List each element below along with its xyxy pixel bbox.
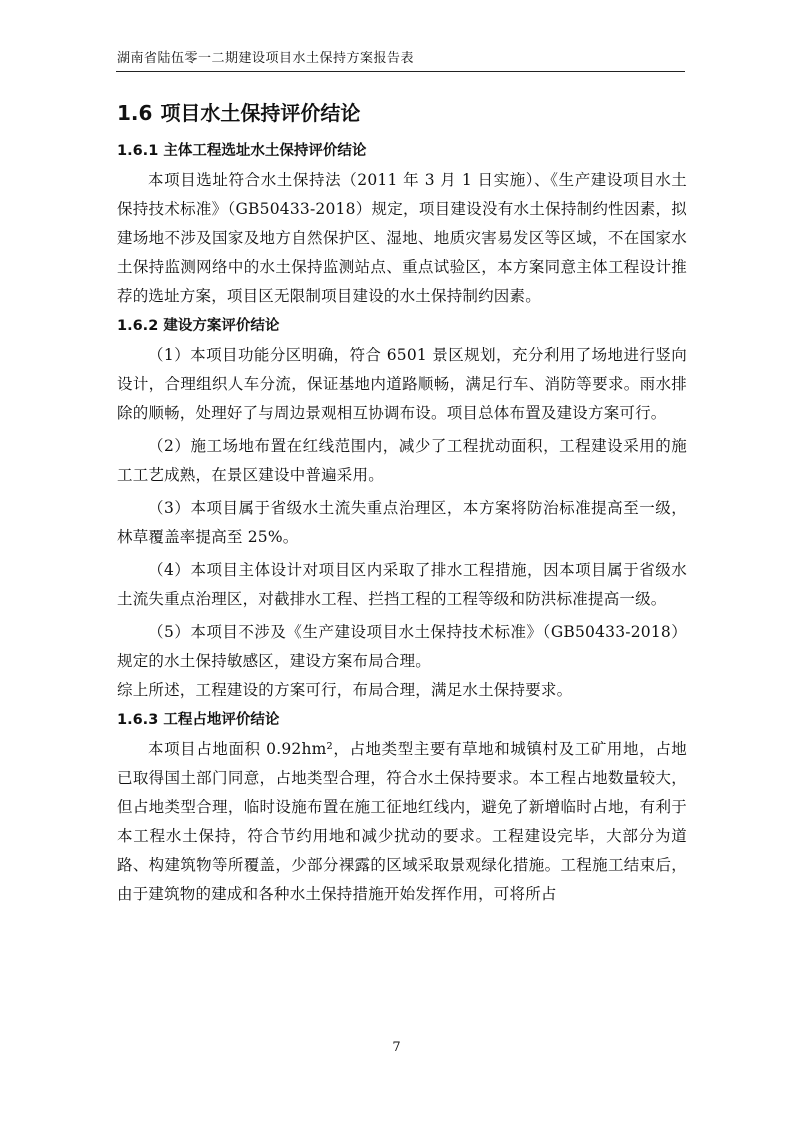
section-title-text: 项目水土保持评价结论: [160, 101, 361, 125]
subsection-title-1-6-2: 1.6.2 建设方案评价结论: [117, 318, 280, 334]
running-header: 湖南省陆伍零一二期建设项目水土保持方案报告表: [117, 51, 415, 66]
list-item: （5）本项目不涉及《生产建设项目水土保持技术标准》（GB50433-2018）规定的水土保持敏感区，建设方案布局合理。: [117, 623, 687, 670]
subsection-title-1-6-1: 1.6.1 主体工程选址水土保持评价结论: [117, 143, 367, 159]
page-number: 7: [392, 1040, 401, 1055]
summary-paragraph: 综上所述，工程建设的方案可行，布局合理，满足水土保持要求。: [117, 681, 573, 699]
list-item: （3）本项目属于省级水土流失重点治理区，本方案将防治标准提高至一级，林草覆盖率提高至 25%。: [117, 499, 687, 546]
section-number: 1.6: [117, 101, 153, 125]
header-rule: [116, 71, 685, 72]
list-item: （4）本项目主体设计对项目区内采取了排水工程措施，因本项目属于省级水土流失重点治理区，对截排水工程、拦挡工程的工程等级和防洪标准提高一级。: [117, 561, 687, 608]
list-item: （1）本项目功能分区明确，符合 6501 景区规划，充分利用了场地进行竖向设计，合理组织人车分流，保证基地内道路顺畅，满足行车、消防等要求。雨水排除的顺畅，处理好了与周边景观相互协调布设。项目总体布置及建设方案可行。: [117, 346, 687, 422]
paragraph-site-selection: 本项目选址符合水土保持法（2011 年 3 月 1 日实施）、《生产建设项目水土保持技术标准》（GB50433-2018）规定，项目建设没有水土保持制约性因素，拟建场地不涉及国家及地方自然保护区、湿地、地质灾害易发区等区域，不在国家水土保持监测网络中的水土保持监测站点、重点试验区，本方案同意主体工程设计推荐的选址方案，项目区无限制项目建设的水土保持制约因素。: [117, 171, 687, 305]
page-body: [117, 90, 687, 909]
section-title: [117, 90, 687, 136]
subsection-title-1-6-3: 1.6.3 工程占地评价结论: [117, 712, 280, 728]
paragraph-land-occupation: 本项目占地面积 0.92hm²，占地类型主要有草地和城镇村及工矿用地，占地已取得国土部门同意，占地类型合理，符合水土保持要求。本工程占地数量较大，但占地类型合理，临时设施布置在施工征地红线内，避免了新增临时占地，有利于本工程水土保持，符合节约用地和减少扰动的要求。工程建设完毕，大部分为道路、构建筑物等所覆盖，少部分裸露的区域采取景观绿化措施。工程施工结束后，由于建筑物的建成和各种水土保持措施开始发挥作用，可将所占: [117, 740, 687, 903]
list-item: （2）施工场地布置在红线范围内，减少了工程扰动面积，工程建设采用的施工工艺成熟，在景区建设中普遍采用。: [117, 437, 687, 484]
